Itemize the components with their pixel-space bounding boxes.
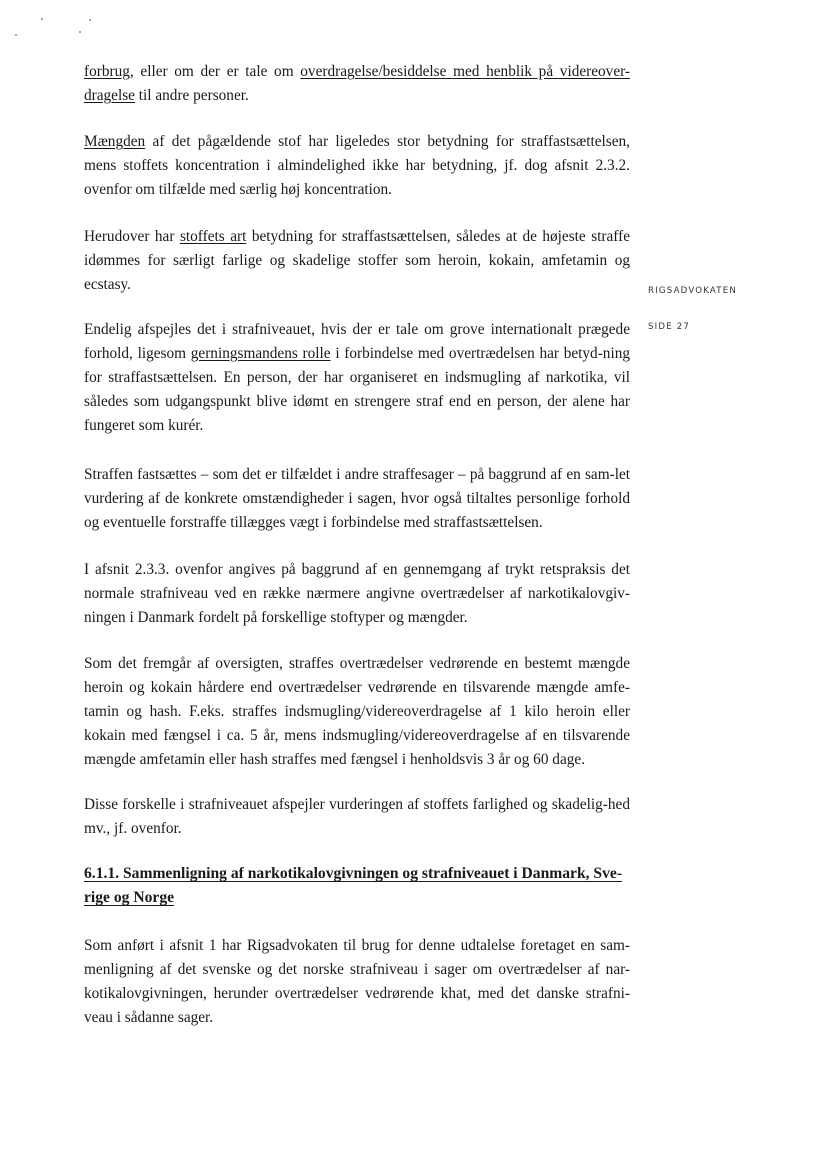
paragraph-4: Endelig afspejles det i strafniveauet, hvis der er tale om grove internationalt prægede forhold, ligesom gerningsmandens rolle i forbindelse med overtrædelsen har betyd-ning for straffastsættelsen. En person, der har organiseret en indsmugling af narkotika, vil således som udgangspunkt blive idømt en strengere straf end en person, der alene har fungeret som kurér.	[84, 321, 630, 434]
term-stoffets-art: stoffets art	[179, 228, 247, 245]
paragraph-7: Som det fremgår af oversigten, straffes overtrædelser vedrørende en bestemt mængde heroin og kokain hårdere end overtrædelser vedrørende en tilsvarende mængde amfe-tamin og hash. F.eks. straffes indsmugling/videreoverdragelse af 1 kilo heroin eller kokain med fængsel i ca. 5 år, mens indsmugling/videreoverdragelse af en tilsvarende mængde amfetamin eller hash straffes med fængsel i henholdsvis 3 år og 60 dage.	[84, 655, 630, 768]
sidebar-org-name: RIGSADVOKATEN	[648, 286, 738, 296]
paragraph-6: I afsnit 2.3.3. ovenfor angives på baggrund af en gennemgang af trykt retspraksis det normale strafniveau ved en række nærmere angivne overtrædelser af narkotikalovgiv-ningen i Danmark fordelt på forskellige stoftyper og mængder.	[84, 561, 630, 626]
sidebar-page-number: SIDE 27	[648, 322, 691, 332]
paragraph-5: Straffen fastsættes – som det er tilfældet i andre straffesager – på baggrund af en sam-let vurdering af de konkrete omstændigheder i sagen, hvor også tiltaltes personlige forhold og eventuelle forstraffe tillægges vægt i forbindelse med straffastsættelsen.	[84, 466, 630, 531]
term-gerningsmandens-rolle: gerningsmandens rolle	[190, 345, 331, 362]
term-forbrug: forbrug	[84, 63, 130, 80]
paragraph-9: Som anført i afsnit 1 har Rigsadvokaten til brug for denne udtalelse foretaget en sam-menligning af det svenske og det norske strafniveau i sager om overtrædelser af nar-kotikalovgivningen, herunder overtrædelser vedrørende khat, med det danske strafni-veau i sådanne sager.	[84, 937, 630, 1026]
paragraph-1: forbrug, eller om der er tale om overdragelse/besiddelse med henblik på videreover-dragelse til andre personer.	[84, 63, 630, 104]
section-heading: 6.1.1. Sammenligning af narkotikalovgivningen og strafniveauet i Danmark, Sve-rige og Norge	[84, 865, 623, 906]
paragraph-8: Disse forskelle i strafniveauet afspejler vurderingen af stoffets farlighed og skadelig-hed mv., jf. ovenfor.	[84, 796, 630, 837]
term-maengden: Mængden	[84, 133, 146, 150]
paragraph-2: Mængden af det pågældende stof har ligeledes stor betydning for straffastsættelsen, mens stoffets koncentration i almindelighed ikke har betydning, jf. dog afsnit 2.3.2. ovenfor om tilfælde med særlig høj koncentration.	[84, 133, 630, 198]
paragraph-3: Herudover har stoffets art betydning for straffastsættelsen, således at de højeste straffe idømmes for særligt farlige og skadelige stoffer som heroin, kokain, amfetamin og ecstasy.	[84, 228, 630, 293]
term-overdragelse: overdragelse/besiddelse med henblik på videreover-dragelse	[84, 63, 630, 104]
